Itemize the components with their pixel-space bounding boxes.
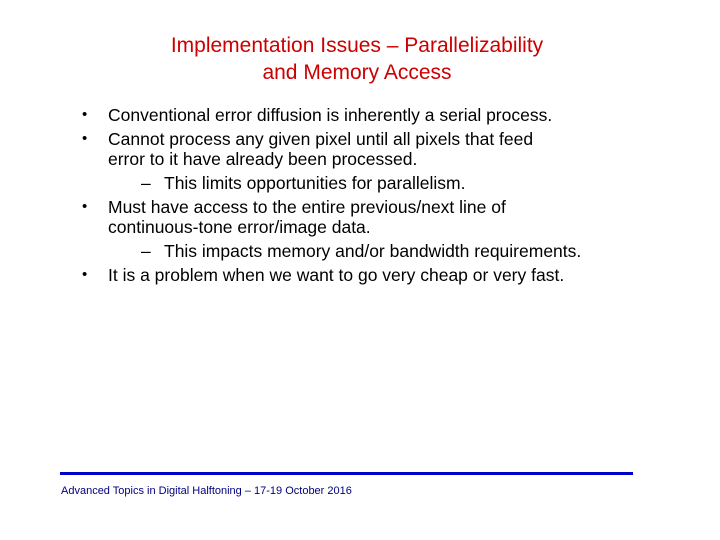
sub-bullet-item [108,241,702,261]
bullet-item [82,129,702,193]
bullet-dot: • [82,106,88,123]
bullet-dot: • [82,266,88,283]
sub-bullet-dash: – [141,173,151,193]
title-line-1: Implementation Issues – Parallelizability [170,34,544,57]
bullet-text: error to it have already been processed. [108,149,418,169]
sub-bullet-text: This impacts memory and/or bandwidth requirements. [164,241,582,261]
bullet-text: continuous-tone error/image data. [108,217,371,237]
bullet-item [82,265,702,285]
title-line-2: and Memory Access [262,61,452,84]
footer-rule [60,472,633,475]
footer-text: Advanced Topics in Digital Halftoning – 17-19 October 2016 [61,485,352,497]
sub-bullet-text: This limits opportunities for parallelism. [164,173,466,193]
sub-bullet-item [108,173,702,193]
bullet-item [82,197,702,261]
bullet-dot: • [82,198,88,215]
bullet-list [82,105,702,289]
bullet-dot: • [82,130,88,147]
bullet-item [82,105,702,125]
sub-bullet-dash: – [141,241,151,261]
slide-title [60,32,654,86]
bullet-text: Conventional error diffusion is inherently a serial process. [108,105,553,125]
bullet-text: Cannot process any given pixel until all pixels that feed [108,129,534,149]
bullet-text: It is a problem when we want to go very cheap or very fast. [108,265,565,285]
bullet-text: Must have access to the entire previous/next line of [108,197,506,217]
